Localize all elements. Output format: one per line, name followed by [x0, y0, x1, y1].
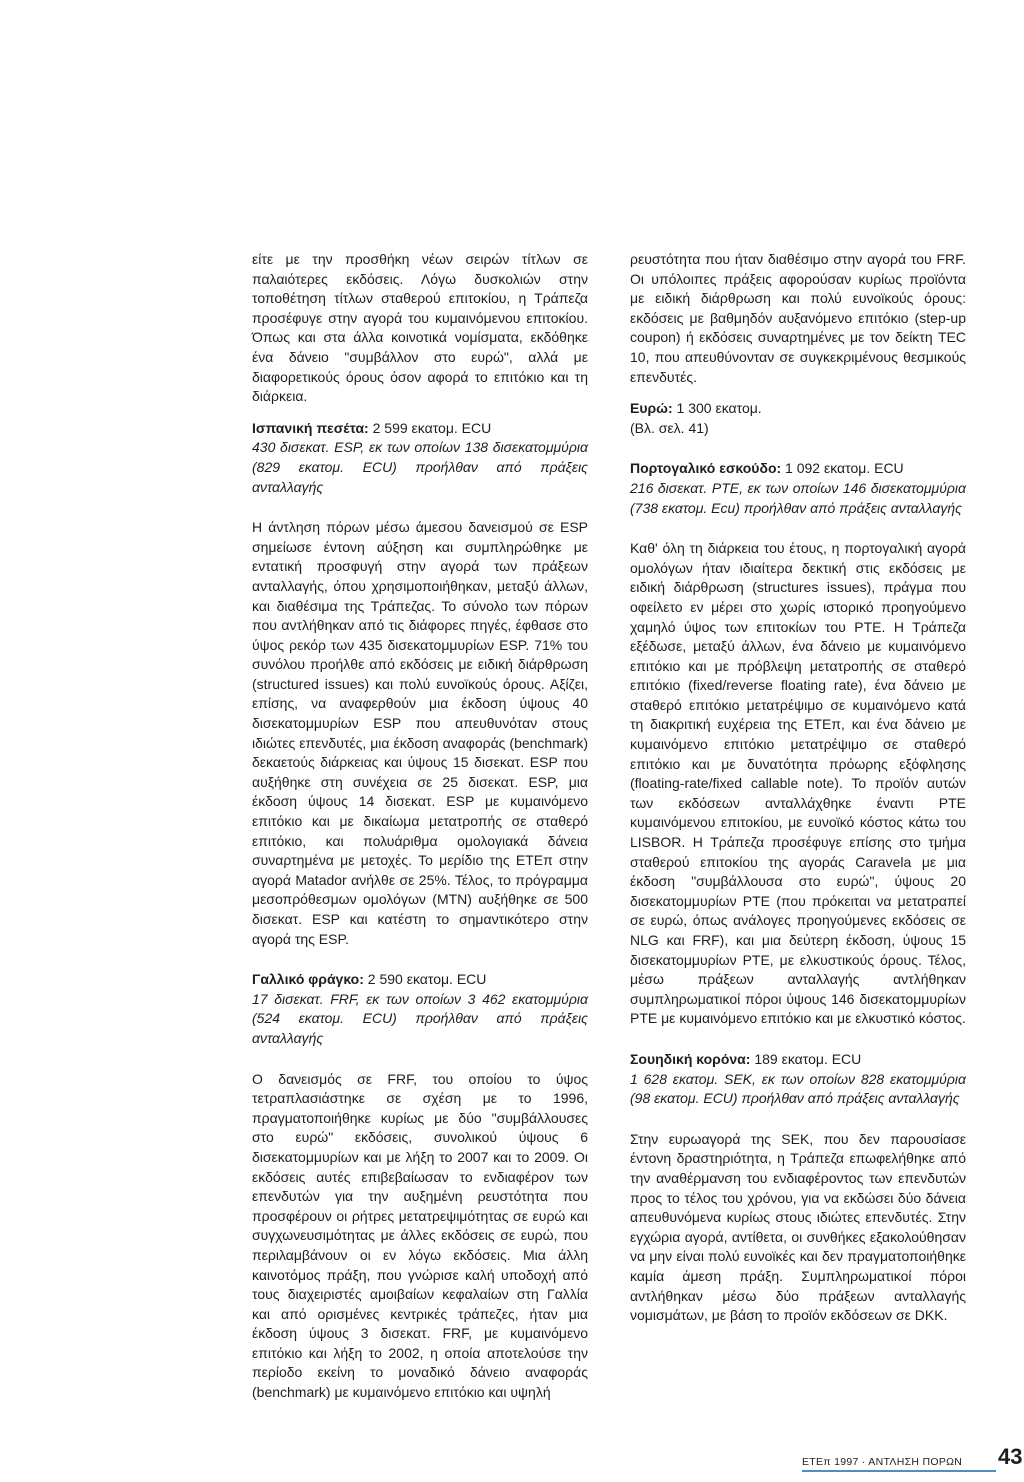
footer-rule	[802, 1470, 996, 1472]
right-column	[630, 250, 966, 1326]
section-sek	[630, 1050, 966, 1109]
section-esp	[252, 419, 588, 497]
section-eur	[630, 399, 966, 438]
section-subtitle: 1 628 εκατομ. SEK, εκ των οποίων 828 εκατομμύρια (98 εκατομ. ECU) προήλθαν από πράξεις ανταλλαγής	[630, 1070, 966, 1107]
section-heading: Ευρώ:	[630, 400, 673, 417]
left-column	[252, 250, 588, 1403]
running-title: ΕΤΕπ 1997 · ΑΝΤΛΗΣΗ ΠΟΡΩΝ	[802, 1456, 963, 1468]
section-amount: 1 092 εκατομ. ECU	[781, 460, 904, 477]
paragraph: Στην ευρωαγορά της SEK, που δεν παρουσίασε έντονη δραστηριότητα, η Τράπεζα επωφελήθηκε από την αναθέρμανση του ενδιαφέροντος των επενδυτών προς το τέλος του χρόνου, για να εκδώσει δύο δάνεια απευθυνόμενα κυρίως στους ιδιώτες επενδυτές. Στην εγχώρια αγορά, αντίθετα, οι συνθήκες εξακολούθησαν να μην είναι πολύ ευνοϊκές και δεν πραγματοποιήθηκε καμία άμεση πράξη. Συμπληρωματικοί πόροι αντλήθηκαν μέσω δύο πράξεων ανταλλαγής νομισμάτων, με βάση το προϊόν εκδόσεων σε DKK.	[630, 1130, 966, 1324]
page-footer	[802, 1446, 1022, 1472]
paragraph: Η άντληση πόρων μέσω άμεσου δανεισμού σε ESP σημείωσε έντονη αύξηση και συμπληρώθηκε με εντατική προσφυγή στην αγορά των πράξεων ανταλλαγής, όπου χρησιμοποιήθηκαν, μεταξύ άλλων, και διαθέσιμα της Τράπεζας. Το σύνολο των πόρων που αντλήθηκαν από τις διάφορες πηγές, έφθασε στο ύψος ρεκόρ των 435 δισεκατομμυρίων ESP. 71% του συνόλου προήλθε από εκδόσεις με ειδική διάρθρωση (structured issues) και πολύ ευνοϊκούς όρους. Αξίζει, επίσης, να αναφερθούν μια έκδοση ύψους 40 δισεκατομμυρίων ESP που απευθυνόταν στους ιδιώτες επενδυτές, μια έκδοση αναφοράς (benchmark) δεκαετούς διάρκειας και ύψους 15 δισεκατ. ESP που αυξήθηκε στη συνέχεια σε 25 δισεκατ. ESP, μια έκδοση ύψους 14 δισεκατ. ESP με κυμαινόμενο επιτόκιο και με δικαίωμα μετατροπής σε σταθερό επιτόκιο, και πολυάριθμα ομολογιακά δάνεια συναρτημένα με μετοχές. Το μερίδιο της ΕΤΕπ στην αγορά Matador ανήλθε σε 25%. Τέλος, το πρόγραμμα μεσοπρόθεσμων ομολόγων (MTN) αυξήθηκε σε 500 δισεκατ. ESP και κατέστη το σημαντικότερο στην αγορά της ESP.	[252, 519, 588, 947]
section-heading: Σουηδική κορόνα:	[630, 1050, 751, 1067]
page-number: 43	[998, 1444, 1023, 1469]
section-subtitle: 17 δισεκατ. FRF, εκ των οποίων 3 462 εκατομμύρια (524 εκατομ. ECU) προήλθαν από πράξεις ανταλλαγής	[252, 990, 588, 1046]
section-subtitle: 216 δισεκατ. PTE, εκ των οποίων 146 δισεκατομμύρια (738 εκατομ. Ecu) προήλθαν από πράξεις ανταλλαγής	[630, 479, 966, 516]
paragraph: Καθ' όλη τη διάρκεια του έτους, η πορτογαλική αγορά ομολόγων ήταν ιδιαίτερα δεκτική στις εκδόσεις με ειδική διάρθρωση (structures issues), πράγμα που οφείλετο εν μέρει στο χωρίς ιστορικό προηγούμενο χαμηλό ύψος των επιτοκίων του PTE. Η Τράπεζα εξέδωσε, μεταξύ άλλων, ένα δάνειο με κυμαινόμενο επιτόκιο και με πρόβλεψη μετατροπής σε σταθερό επιτόκιο (fixed/reverse floating rate), ένα δάνειο με σταθερό επιτόκιο μετατρέψιμο σε κυμαινόμενο κατά τη διακριτική ευχέρεια της ΕΤΕπ, και ένα δάνειο με κυμαινόμενο επιτόκιο μετατρέψιμο σε σταθερό επιτόκιο και με δυνατότητα πρόωρης εξόφλησης (floating-rate/fixed callable note). Το προϊόν αυτών των εκδόσεων ανταλλάχθηκε έναντι PTE κυμαινόμενου επιτοκίου, με ευνοϊκό κόστος κάτω του LISBOR. Η Τράπεζα προσέφυγε επίσης στο τμήμα σταθερού επιτοκίου της αγοράς Caravela με μια έκδοση "συμβάλλουσα στο ευρώ", ύψους 20 δισεκατομμυρίων PTE (που πρόκειται να μετατραπεί σε ευρώ, όπως ανάλογες προηγούμενες εκδόσεις σε NLG και FRF), και μια δεύτερη έκδοση, ύψους 15 δισεκατομμυρίων PTE, με ελκυστικούς όρους. Τέλος, μέσω πράξεων ανταλλαγής αντλήθηκαν συμπληρωματικοί πόροι ύψους 146 δισεκατομμυρίων PTE με κυμαινόμενο επιτόκιο και με ελκυστικό κόστος.	[630, 540, 966, 1027]
paragraph: είτε με την προσθήκη νέων σειρών τίτλων σε παλαιότερες εκδόσεις. Λόγω δυσκολιών στην τοποθέτηση τίτλων σταθερού επιτοκίου, η Τράπεζα προσέφυγε στην αγορά του κυμαινόμενου επιτοκίου. Όπως και στα άλλα κοινοτικά νομίσματα, εκδόθηκε ένα δάνειο "συμβάλλον στο ευρώ", αλλά με διαφορετικούς όρους όσον αφορά το επιτόκιο και τη διάρκεια.	[252, 251, 588, 405]
section-amount: 2 599 εκατομ. ECU	[368, 419, 492, 436]
section-heading: Ισπανική πεσέτα:	[252, 419, 369, 436]
section-frf	[252, 970, 588, 1048]
paragraph: Ο δανεισμός σε FRF, του οποίου το ύψος τετραπλασιάστηκε σε σχέση με το 1996, πραγματοποιήθηκε κυρίως με δύο "συμβάλλουσες στο ευρώ" εκδόσεις, συνολικού ύψους 6 δισεκατομμυρίων και με λήξη το 2007 και το 2009. Οι εκδόσεις αυτές επιβεβαίωσαν το ενδιαφέρον των επενδυτών για την αυξημένη ρευστότητα που προσφέρουν οι ρήτρες μετατρεψιμότητας σε ευρώ και συγχωνευσιμότητας με άλλες εκδόσεις σε ευρώ, που περιλαμβάνουν οι εν λόγω εκδόσεις. Μια άλλη καινοτόμος πράξη, που γνώρισε καλή υποδοχή από τους διαχειριστές αμοιβαίων κεφαλαίων στη Γαλλία και από ορισμένες κεντρικές τράπεζες, ήταν μια έκδοση ύψους 3 δισεκατ. FRF, με κυμαινόμενο επιτόκιο και λήξη το 2002, η οποία αποτελούσε την περίοδο εκείνη το μοναδικό δάνειο αναφοράς (benchmark) με κυμαινόμενο επιτόκιο και υψηλή	[252, 1070, 588, 1401]
section-amount: 2 590 εκατομ. ECU	[363, 971, 487, 988]
section-reference: (Βλ. σελ. 41)	[630, 419, 709, 436]
section-amount: 189 εκατομ. ECU	[750, 1050, 862, 1067]
paragraph: ρευστότητα που ήταν διαθέσιμο στην αγορά του FRF. Οι υπόλοιπες πράξεις αφορούσαν κυρίως προϊόντα με ειδική διάρθρωση και πολύ ευνοϊκούς όρους: εκδόσεις με βαθμηδόν αυξανόμενο επιτόκιο (step-up coupon) ή εκδόσεις συναρτημένες με τον δείκτη TEC 10, που απευθύνονταν σε συγκεκριμένους θεσμικούς επενδυτές.	[630, 251, 966, 385]
section-heading: Πορτογαλικό εσκούδο:	[630, 460, 782, 477]
section-amount: 1 300 εκατομ.	[672, 400, 762, 417]
section-subtitle: 430 δισεκατ. ESP, εκ των οποίων 138 δισεκατομμύρια (829 εκατομ. ECU) προήλθαν από πράξεις ανταλλαγής	[252, 439, 588, 495]
section-pte	[630, 459, 966, 518]
section-heading: Γαλλικό φράγκο:	[252, 971, 364, 988]
